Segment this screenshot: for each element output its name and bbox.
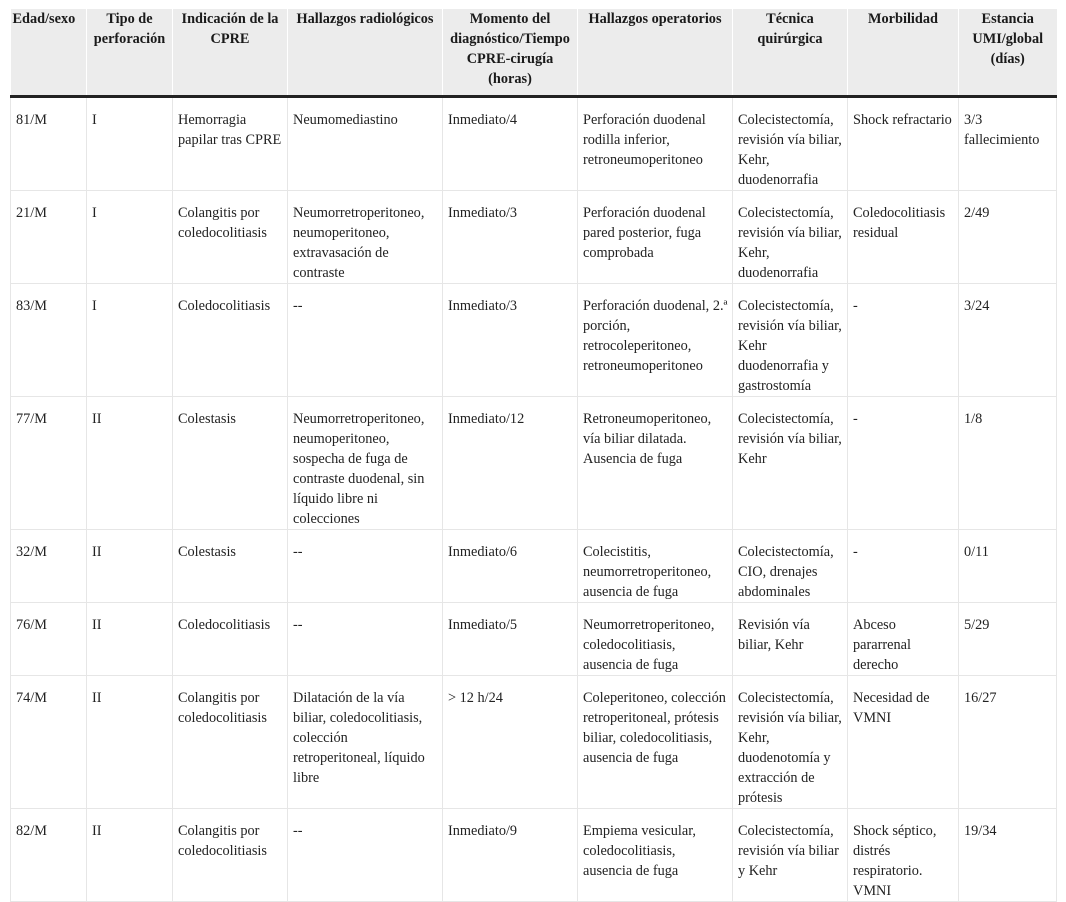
table-row — [11, 676, 1057, 809]
cell-indicacion: Colangitis por coledocolitiasis — [173, 191, 288, 284]
cell-morbilidad: - — [848, 530, 959, 603]
cell-hallazgos-operatorios: Neumorretroperitoneo, coledocolitiasis, ausencia de fuga — [578, 603, 733, 676]
cell-tipo-perforacion: II — [87, 530, 173, 603]
cell-indicacion: Coledocolitiasis — [173, 603, 288, 676]
cell-tipo-perforacion: II — [87, 397, 173, 530]
header-tecnica-quirurgica: Técnica quirúrgica — [733, 9, 848, 97]
header-momento-diagnostico: Momento del diagnóstico/Tiempo CPRE-cirugía (horas) — [443, 9, 578, 97]
cell-hallazgos-radiologicos: Neumorretroperitoneo, neumoperitoneo, extravasación de contraste — [288, 191, 443, 284]
header-tipo-perforacion: Tipo de perforación — [87, 9, 173, 97]
header-hallazgos-radiologicos: Hallazgos radiológicos — [288, 9, 443, 97]
cell-estancia: 3/24 — [959, 284, 1057, 397]
cell-morbilidad: - — [848, 284, 959, 397]
cell-tecnica: Colecistectomía, revisión vía biliar, Kehr, duodenorrafia — [733, 97, 848, 191]
cell-estancia: 2/49 — [959, 191, 1057, 284]
cell-hallazgos-radiologicos: Neumomediastino — [288, 97, 443, 191]
cell-morbilidad: - — [848, 397, 959, 530]
header-row — [11, 9, 1057, 97]
cell-hallazgos-operatorios: Perforación duodenal rodilla inferior, retroneumoperitoneo — [578, 97, 733, 191]
cell-edad-sexo: 32/M — [11, 530, 87, 603]
cell-hallazgos-radiologicos: -- — [288, 809, 443, 902]
cell-tecnica: Colecistectomía, revisión vía biliar, Kehr, duodenotomía y extracción de prótesis — [733, 676, 848, 809]
cell-estancia: 0/11 — [959, 530, 1057, 603]
cell-estancia: 16/27 — [959, 676, 1057, 809]
header-indicacion-cpre: Indicación de la CPRE — [173, 9, 288, 97]
cell-indicacion: Colangitis por coledocolitiasis — [173, 809, 288, 902]
cell-tecnica: Colecistectomía, revisión vía biliar, Kehr — [733, 397, 848, 530]
table-row — [11, 530, 1057, 603]
cell-tecnica: Colecistectomía, revisión vía biliar, Kehr, duodenorrafia — [733, 191, 848, 284]
cell-morbilidad: Necesidad de VMNI — [848, 676, 959, 809]
cell-hallazgos-operatorios: Perforación duodenal, 2.ª porción, retrocoleperitoneo, retroneumoperitoneo — [578, 284, 733, 397]
cell-hallazgos-operatorios: Empiema vesicular, coledocolitiasis, ausencia de fuga — [578, 809, 733, 902]
cell-momento: Inmediato/3 — [443, 284, 578, 397]
cell-momento: Inmediato/5 — [443, 603, 578, 676]
cell-hallazgos-operatorios: Colecistitis, neumorretroperitoneo, ausencia de fuga — [578, 530, 733, 603]
cell-estancia: 1/8 — [959, 397, 1057, 530]
cell-tecnica: Colecistectomía, CIO, drenajes abdominales — [733, 530, 848, 603]
table-row — [11, 809, 1057, 902]
cell-morbilidad: Abceso pararrenal derecho — [848, 603, 959, 676]
table-row — [11, 603, 1057, 676]
header-estancia: Estancia UMI/global (días) — [959, 9, 1057, 97]
cell-momento: > 12 h/24 — [443, 676, 578, 809]
table-row — [11, 97, 1057, 191]
cell-tipo-perforacion: II — [87, 603, 173, 676]
cell-morbilidad: Shock séptico, distrés respiratorio. VMNI — [848, 809, 959, 902]
cell-edad-sexo: 76/M — [11, 603, 87, 676]
cell-morbilidad: Coledocolitiasis residual — [848, 191, 959, 284]
cell-tipo-perforacion: I — [87, 191, 173, 284]
table-row — [11, 284, 1057, 397]
cell-momento: Inmediato/12 — [443, 397, 578, 530]
header-morbilidad: Morbilidad — [848, 9, 959, 97]
cell-morbilidad: Shock refractario — [848, 97, 959, 191]
cell-edad-sexo: 77/M — [11, 397, 87, 530]
table-row — [11, 191, 1057, 284]
cell-hallazgos-radiologicos: -- — [288, 603, 443, 676]
cell-edad-sexo: 74/M — [11, 676, 87, 809]
table-row — [11, 397, 1057, 530]
cell-hallazgos-radiologicos: -- — [288, 530, 443, 603]
cell-momento: Inmediato/6 — [443, 530, 578, 603]
cell-indicacion: Coledocolitiasis — [173, 284, 288, 397]
cell-edad-sexo: 81/M — [11, 97, 87, 191]
cell-hallazgos-operatorios: Coleperitoneo, colección retroperitoneal, prótesis biliar, coledocolitiasis, ausencia de fuga — [578, 676, 733, 809]
cell-tipo-perforacion: I — [87, 97, 173, 191]
cell-hallazgos-radiologicos: Dilatación de la vía biliar, coledocolitiasis, colección retroperitoneal, líquido libre — [288, 676, 443, 809]
cell-momento: Inmediato/9 — [443, 809, 578, 902]
cell-indicacion: Colangitis por coledocolitiasis — [173, 676, 288, 809]
cell-tecnica: Colecistectomía, revisión vía biliar y Kehr — [733, 809, 848, 902]
cell-hallazgos-radiologicos: Neumorretroperitoneo, neumoperitoneo, sospecha de fuga de contraste duodenal, sin líquido libre ni colecciones — [288, 397, 443, 530]
cell-momento: Inmediato/4 — [443, 97, 578, 191]
cell-hallazgos-operatorios: Perforación duodenal pared posterior, fuga comprobada — [578, 191, 733, 284]
cell-tecnica: Colecistectomía, revisión vía biliar, Kehr duodenorrafia y gastrostomía — [733, 284, 848, 397]
cell-hallazgos-operatorios: Retroneumoperitoneo, vía biliar dilatada. Ausencia de fuga — [578, 397, 733, 530]
header-hallazgos-operatorios: Hallazgos operatorios — [578, 9, 733, 97]
cell-tipo-perforacion: II — [87, 809, 173, 902]
cases-table — [10, 9, 1057, 902]
cell-momento: Inmediato/3 — [443, 191, 578, 284]
cell-estancia: 5/29 — [959, 603, 1057, 676]
cell-edad-sexo: 21/M — [11, 191, 87, 284]
cell-edad-sexo: 82/M — [11, 809, 87, 902]
cell-estancia: 19/34 — [959, 809, 1057, 902]
cell-tipo-perforacion: I — [87, 284, 173, 397]
cell-tipo-perforacion: II — [87, 676, 173, 809]
cell-estancia: 3/3 fallecimiento — [959, 97, 1057, 191]
cell-edad-sexo: 83/M — [11, 284, 87, 397]
cell-indicacion: Colestasis — [173, 397, 288, 530]
cell-tecnica: Revisión vía biliar, Kehr — [733, 603, 848, 676]
header-edad-sexo: Edad/sexo — [11, 9, 87, 97]
cell-indicacion: Colestasis — [173, 530, 288, 603]
cell-indicacion: Hemorragia papilar tras CPRE — [173, 97, 288, 191]
cell-hallazgos-radiologicos: -- — [288, 284, 443, 397]
